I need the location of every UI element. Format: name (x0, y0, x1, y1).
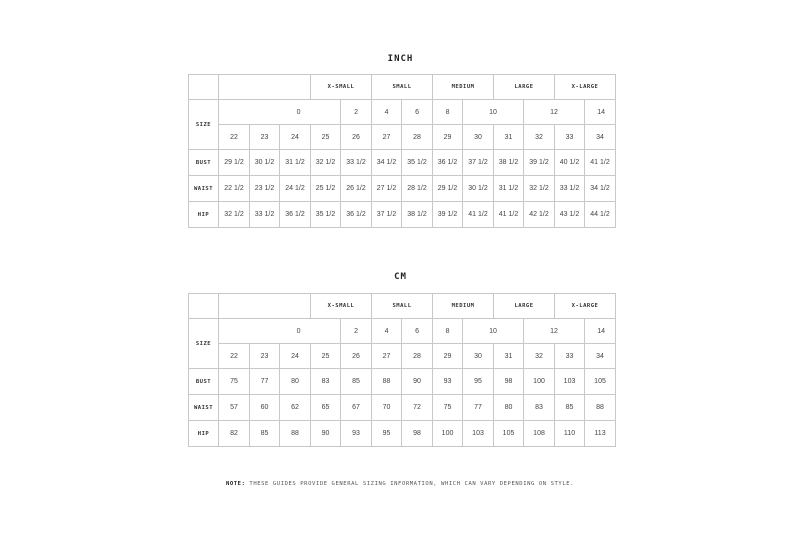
size-group-large: LARGE (494, 75, 555, 100)
waist-value: 88 (585, 395, 616, 421)
waist-size-cell: 22 (219, 125, 250, 150)
us-size-cell: 2 (341, 319, 372, 344)
waist-size-row (189, 125, 616, 150)
bust-value: 95 (463, 369, 494, 395)
hip-value: 98 (402, 421, 433, 447)
hip-value: 36 1/2 (341, 202, 372, 228)
bust-value: 93 (433, 369, 463, 395)
size-group-header-row (189, 294, 616, 319)
us-size-cell: 4 (372, 100, 402, 125)
size-group-small: SMALL (372, 294, 433, 319)
waist-value: 28 1/2 (402, 176, 433, 202)
bust-value: 85 (341, 369, 372, 395)
measure-label: WAIST (189, 176, 219, 202)
waist-size-cell: 24 (280, 125, 311, 150)
size-group-medium: MEDIUM (433, 75, 494, 100)
us-size-cell: 14 (585, 319, 616, 344)
waist-value: 32 1/2 (524, 176, 555, 202)
size-group-blank (219, 294, 311, 319)
hip-value: 37 1/2 (372, 202, 402, 228)
waist-size-cell: 23 (250, 125, 280, 150)
size-group-x-large: X-LARGE (555, 75, 616, 100)
us-size-cell: 10 (463, 100, 524, 125)
inch-size-table (188, 74, 616, 228)
waist-value: 80 (494, 395, 524, 421)
waist-value: 23 1/2 (250, 176, 280, 202)
waist-value: 30 1/2 (463, 176, 494, 202)
bust-row (189, 369, 616, 395)
size-group-header-row (189, 75, 616, 100)
waist-size-cell: 29 (433, 344, 463, 369)
bust-value: 33 1/2 (341, 150, 372, 176)
waist-value: 77 (463, 395, 494, 421)
size-group-x-large: X-LARGE (555, 294, 616, 319)
bust-value: 75 (219, 369, 250, 395)
us-size-cell: 6 (402, 319, 433, 344)
waist-size-cell: 27 (372, 125, 402, 150)
bust-value: 36 1/2 (433, 150, 463, 176)
waist-value: 34 1/2 (585, 176, 616, 202)
waist-size-cell: 28 (402, 344, 433, 369)
waist-size-cell: 23 (250, 344, 280, 369)
waist-size-cell: 22 (219, 344, 250, 369)
bust-value: 41 1/2 (585, 150, 616, 176)
us-size-cell: 12 (524, 100, 585, 125)
bust-value: 37 1/2 (463, 150, 494, 176)
waist-size-cell: 31 (494, 125, 524, 150)
measure-label: BUST (189, 369, 219, 395)
hip-value: 36 1/2 (280, 202, 311, 228)
hip-row (189, 421, 616, 447)
bust-value: 80 (280, 369, 311, 395)
corner-cell (189, 294, 219, 319)
hip-value: 39 1/2 (433, 202, 463, 228)
us-size-cell: 4 (372, 319, 402, 344)
measure-label: WAIST (189, 395, 219, 421)
us-size-cell: 0 (219, 319, 311, 344)
hip-value: 35 1/2 (311, 202, 341, 228)
waist-size-cell: 32 (524, 125, 555, 150)
waist-size-row (189, 344, 616, 369)
waist-value: 70 (372, 395, 402, 421)
waist-size-cell: 30 (463, 125, 494, 150)
hip-value: 33 1/2 (250, 202, 280, 228)
us-size-cell: 8 (433, 100, 463, 125)
waist-value: 83 (524, 395, 555, 421)
hip-value: 41 1/2 (463, 202, 494, 228)
bust-value: 103 (555, 369, 585, 395)
bust-value: 34 1/2 (372, 150, 402, 176)
bust-value: 88 (372, 369, 402, 395)
us-size-cell: 10 (463, 319, 524, 344)
waist-size-cell: 29 (433, 125, 463, 150)
waist-value: 26 1/2 (341, 176, 372, 202)
bust-value: 38 1/2 (494, 150, 524, 176)
waist-value: 31 1/2 (494, 176, 524, 202)
hip-value: 44 1/2 (585, 202, 616, 228)
note-text: THESE GUIDES PROVIDE GENERAL SIZING INFORMATION, WHICH CAN VARY DEPENDING ON STYLE. (245, 481, 575, 487)
waist-size-cell: 26 (341, 125, 372, 150)
us-size-cell: 6 (402, 100, 433, 125)
waist-row (189, 395, 616, 421)
hip-value: 95 (372, 421, 402, 447)
measure-label: HIP (189, 421, 219, 447)
corner-cell (189, 75, 219, 100)
waist-value: 27 1/2 (372, 176, 402, 202)
waist-value: 67 (341, 395, 372, 421)
size-group-large: LARGE (494, 294, 555, 319)
bust-value: 31 1/2 (280, 150, 311, 176)
us-size-cell: 2 (341, 100, 372, 125)
us-size-cell: 14 (585, 100, 616, 125)
bust-value: 83 (311, 369, 341, 395)
hip-value: 38 1/2 (402, 202, 433, 228)
hip-value: 93 (341, 421, 372, 447)
bust-value: 100 (524, 369, 555, 395)
waist-value: 72 (402, 395, 433, 421)
waist-value: 65 (311, 395, 341, 421)
size-group-x-small: X-SMALL (311, 75, 372, 100)
hip-value: 100 (433, 421, 463, 447)
sizing-note (100, 481, 700, 487)
hip-value: 105 (494, 421, 524, 447)
bust-value: 39 1/2 (524, 150, 555, 176)
bust-value: 35 1/2 (402, 150, 433, 176)
hip-row (189, 202, 616, 228)
bust-value: 30 1/2 (250, 150, 280, 176)
us-size-cell (311, 100, 341, 125)
measure-label: BUST (189, 150, 219, 176)
inch-section-title: INCH (387, 54, 414, 64)
bust-value: 40 1/2 (555, 150, 585, 176)
waist-value: 85 (555, 395, 585, 421)
bust-value: 90 (402, 369, 433, 395)
bust-value: 98 (494, 369, 524, 395)
size-group-small: SMALL (372, 75, 433, 100)
note-prefix: NOTE: (225, 481, 246, 487)
waist-size-cell: 34 (585, 344, 616, 369)
size-row-label: SIZE (189, 100, 219, 150)
us-size-cell: 0 (219, 100, 311, 125)
size-group-medium: MEDIUM (433, 294, 494, 319)
size-group-blank (219, 75, 311, 100)
bust-value: 32 1/2 (311, 150, 341, 176)
us-size-cell: 8 (433, 319, 463, 344)
size-group-x-small: X-SMALL (311, 294, 372, 319)
waist-value: 33 1/2 (555, 176, 585, 202)
hip-value: 108 (524, 421, 555, 447)
waist-size-cell: 28 (402, 125, 433, 150)
waist-size-cell: 24 (280, 344, 311, 369)
cm-size-table (188, 293, 616, 447)
waist-value: 60 (250, 395, 280, 421)
waist-size-cell: 25 (311, 125, 341, 150)
measure-label: HIP (189, 202, 219, 228)
waist-size-cell: 33 (555, 125, 585, 150)
waist-value: 24 1/2 (280, 176, 311, 202)
waist-size-cell: 32 (524, 344, 555, 369)
waist-value: 75 (433, 395, 463, 421)
us-size-cell (311, 319, 341, 344)
hip-value: 103 (463, 421, 494, 447)
waist-size-cell: 26 (341, 344, 372, 369)
waist-value: 22 1/2 (219, 176, 250, 202)
us-size-cell: 12 (524, 319, 585, 344)
waist-value: 57 (219, 395, 250, 421)
hip-value: 32 1/2 (219, 202, 250, 228)
hip-value: 43 1/2 (555, 202, 585, 228)
bust-value: 29 1/2 (219, 150, 250, 176)
bust-row (189, 150, 616, 176)
bust-value: 77 (250, 369, 280, 395)
hip-value: 110 (555, 421, 585, 447)
waist-size-cell: 34 (585, 125, 616, 150)
waist-row (189, 176, 616, 202)
us-size-row (189, 319, 616, 344)
bust-value: 105 (585, 369, 616, 395)
waist-value: 62 (280, 395, 311, 421)
waist-size-cell: 33 (555, 344, 585, 369)
waist-value: 25 1/2 (311, 176, 341, 202)
waist-size-cell: 30 (463, 344, 494, 369)
hip-value: 82 (219, 421, 250, 447)
size-row-label: SIZE (189, 319, 219, 369)
waist-size-cell: 31 (494, 344, 524, 369)
hip-value: 41 1/2 (494, 202, 524, 228)
hip-value: 85 (250, 421, 280, 447)
waist-size-cell: 25 (311, 344, 341, 369)
hip-value: 90 (311, 421, 341, 447)
waist-size-cell: 27 (372, 344, 402, 369)
cm-section-title: CM (394, 272, 407, 282)
hip-value: 42 1/2 (524, 202, 555, 228)
hip-value: 113 (585, 421, 616, 447)
hip-value: 88 (280, 421, 311, 447)
waist-value: 29 1/2 (433, 176, 463, 202)
us-size-row (189, 100, 616, 125)
